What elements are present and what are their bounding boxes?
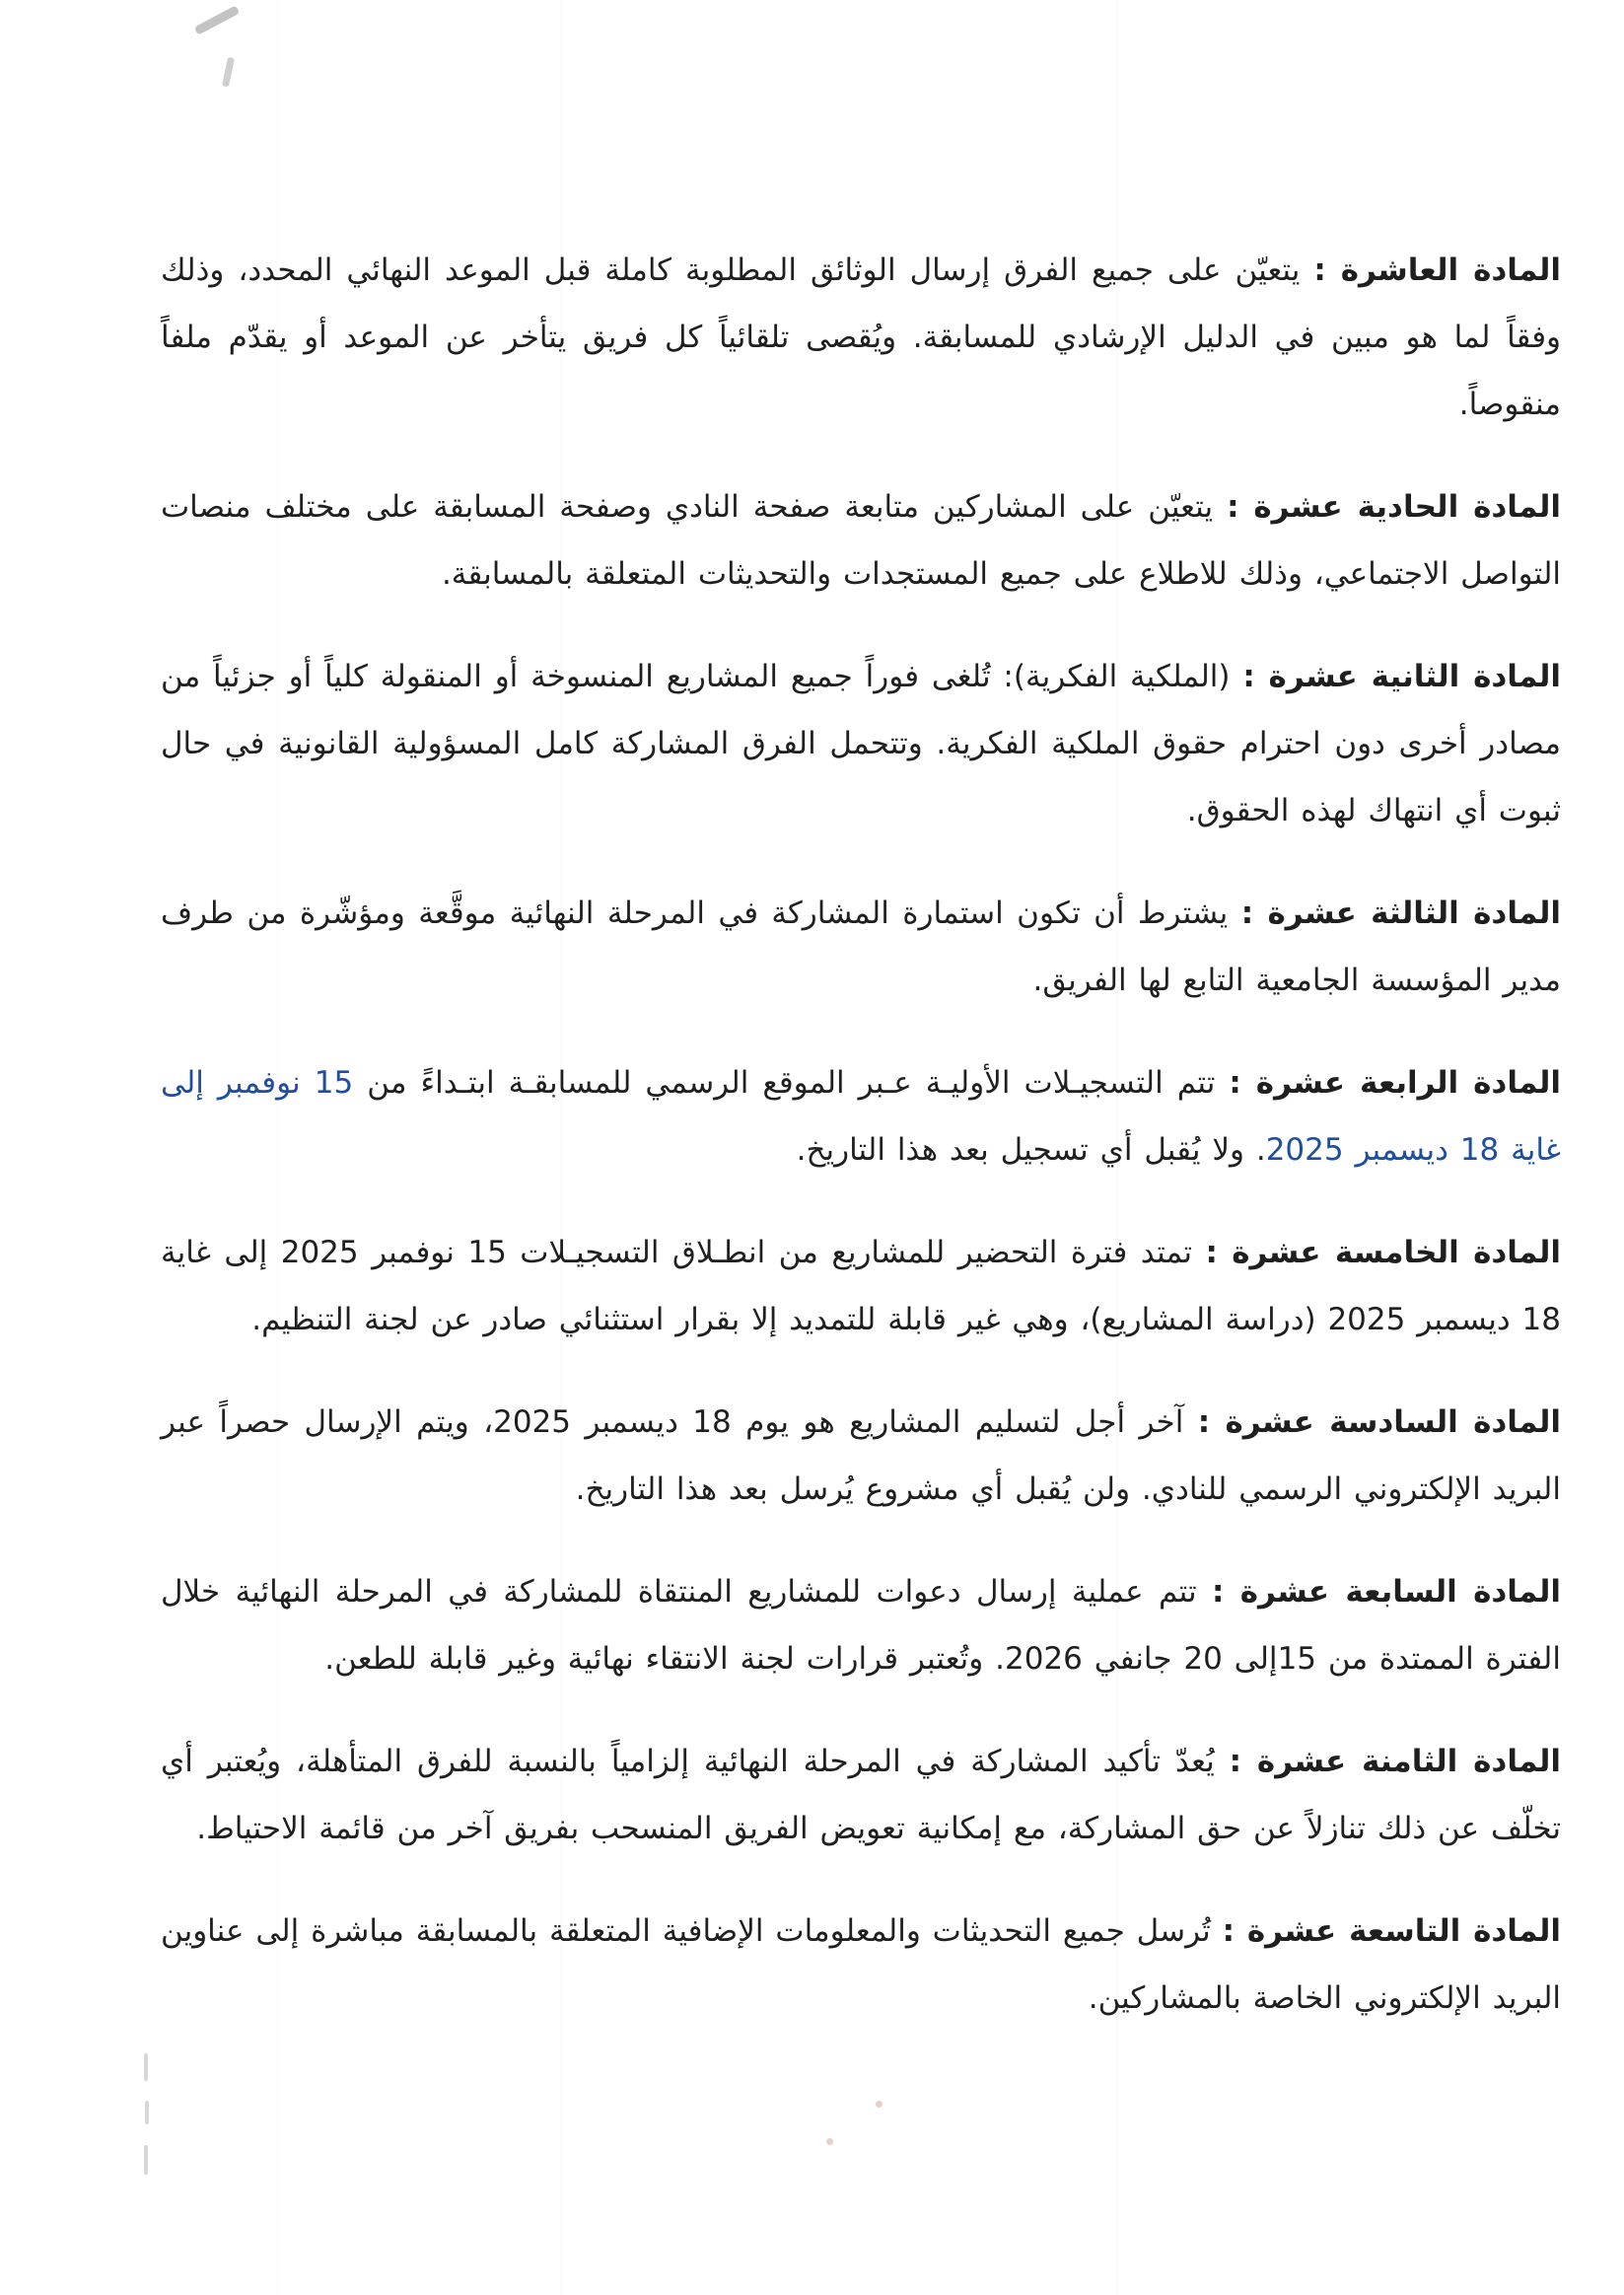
article-16-heading: المادة السادسة عشرة : — [1197, 1404, 1561, 1440]
scan-mark — [144, 2145, 148, 2175]
article-14-body-pre: تتم التسجيـلات الأوليـة عـبر الموقع الرسمي للمسابقـة ابتـداءً من — [353, 1065, 1230, 1101]
article-19 — [161, 1898, 1561, 2032]
article-13-body: يشترط أن تكون استمارة المشاركة في المرحلة النهائية موقَّعة ومؤشّرة من طرف مدير المؤسسة الجامعية التابع لها الفريق. — [161, 896, 1561, 998]
scan-mark — [145, 2101, 149, 2124]
article-18-body: يُعدّ تأكيد المشاركة في المرحلة النهائية إلزامياً بالنسبة للفرق المتأهلة، ويُعتبر أي تخلّف عن ذلك تنازلاً عن حق المشاركة، مع إمكانية تعويض الفريق المنسحب بفريق آخر من قائمة الاحتياط. — [161, 1744, 1561, 1846]
article-10 — [161, 237, 1561, 438]
article-11-body: يتعيّن على المشاركين متابعة صفحة النادي وصفحة المسابقة على مختلف منصات التواصل الاجتماعي، وذلك للاطلاع على جميع المستجدات والتحديثات المتعلقة بالمسابقة. — [161, 489, 1561, 592]
scan-speck — [194, 5, 241, 35]
article-10-body: يتعيّن على جميع الفرق إرسال الوثائق المطلوبة كاملة قبل الموعد النهائي المحدد، وذلك وفقاً لما هو مبين في الدليل الإرشادي للمسابقة. ويُقصى تلقائياً كل فريق يتأخر عن الموعد أو يقدّم ملفاً منقوصاً. — [161, 252, 1561, 422]
article-16-body: آخر أجل لتسليم المشاريع هو يوم 18 ديسمبر 2025، ويتم الإرسال حصراً عبر البريد الإلكتروني الرسمي للنادي. ولن يُقبل أي مشروع يُرسل بعد هذا التاريخ. — [161, 1404, 1561, 1507]
article-18 — [161, 1728, 1561, 1862]
article-14-heading: المادة الرابعة عشرة : — [1229, 1065, 1562, 1101]
article-14 — [161, 1049, 1561, 1183]
article-11 — [161, 473, 1561, 608]
article-13-heading: المادة الثالثة عشرة : — [1240, 896, 1562, 931]
article-10-heading: المادة العاشرة : — [1313, 252, 1561, 288]
article-13 — [161, 880, 1561, 1014]
article-17-body: تتم عملية إرسال دعوات للمشاريع المنتقاة للمشاركة في المرحلة النهائية خلال الفترة الممتدة من 15إلى 20 جانفي 2026. وتُعتبر قرارات لجنة الانتقاء نهائية وغير قابلة للطعن. — [161, 1574, 1561, 1677]
article-11-heading: المادة الحادية عشرة : — [1227, 489, 1561, 525]
article-15 — [161, 1219, 1561, 1353]
article-15-heading: المادة الخامسة عشرة : — [1205, 1235, 1561, 1270]
scan-dot — [876, 2101, 883, 2108]
article-15-body: تمتد فترة التحضير للمشاريع من انطـلاق التسجيـلات 15 نوفمبر 2025 إلى غاية 18 ديسمبر 2025 (دراسة المشاريع)، وهي غير قابلة للتمديد إلا بقرار استثنائي صادر عن لجنة التنظيم. — [161, 1235, 1561, 1337]
article-17-heading: المادة السابعة عشرة : — [1211, 1574, 1561, 1610]
document-page — [161, 237, 1561, 2067]
article-14-highlight-dates: 15 نوفمبر إلى غاية 18 ديسمبر 2025 — [161, 1065, 1561, 1168]
article-18-heading: المادة الثامنة عشرة : — [1229, 1744, 1562, 1779]
scan-mark — [144, 2053, 148, 2081]
article-17 — [161, 1558, 1561, 1692]
article-19-heading: المادة التاسعة عشرة : — [1222, 1913, 1561, 1949]
article-14-body-post: . ولا يُقبل أي تسجيل بعد هذا التاريخ. — [796, 1132, 1266, 1168]
article-12 — [161, 643, 1561, 844]
article-12-heading: المادة الثانية عشرة : — [1242, 659, 1561, 694]
scan-speck — [222, 57, 235, 88]
article-19-body: تُرسل جميع التحديثات والمعلومات الإضافية المتعلقة بالمسابقة مباشرة إلى عناوين البريد الإلكتروني الخاصة بالمشاركين. — [160, 1913, 1561, 2016]
article-16 — [161, 1389, 1561, 1523]
article-12-body: (الملكية الفكرية): تُلغى فوراً جميع المشاريع المنسوخة أو المنقولة كلياً أو جزئياً من مصادر أخرى دون احترام حقوق الملكية الفكرية. وتتحمل الفرق المشاركة كامل المسؤولية القانونية في حال ثبوت أي انتهاك لهذه الحقوق. — [161, 659, 1561, 828]
scan-dot — [826, 2138, 833, 2145]
